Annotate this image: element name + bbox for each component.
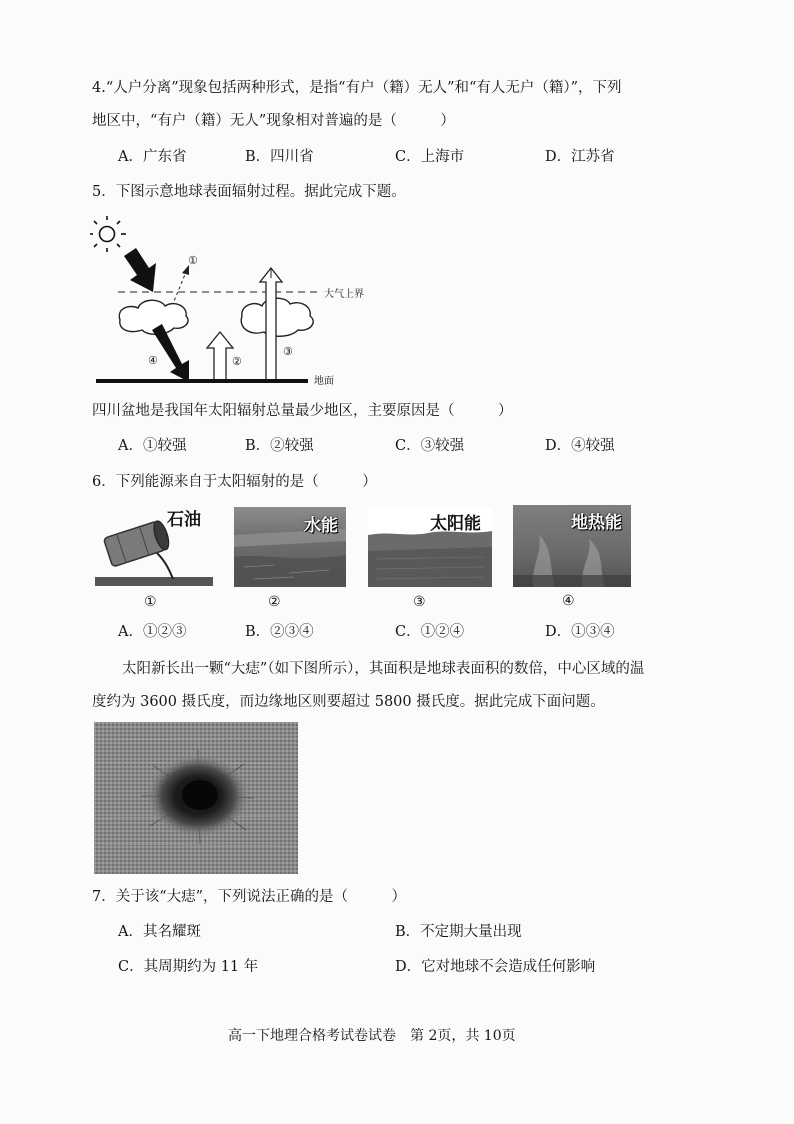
q4-stem-line2: 地区中，“有户（籍）无人”现象相对普遍的是（ ） [92,113,455,129]
sunspot-image [94,722,298,874]
geothermal-image [513,505,631,587]
oil-caption: 石油 [167,510,201,530]
q6-option-a[interactable]: A．①②③ [118,624,187,640]
label-4: ④ [148,354,158,367]
q6-option-c[interactable]: C．①②④ [395,624,465,640]
atmosphere-top-label: 大气上界 [324,289,364,300]
label-1: ① [188,254,198,267]
q6-stem: 6．下列能源来自于太阳辐射的是（ ） [92,474,377,490]
solar-caption: 太阳能 [430,514,481,534]
radiation-diagram [90,212,390,390]
image-number-4: ④ [562,593,575,609]
sun-icon [90,216,126,252]
geothermal-caption: 地热能 [571,513,622,533]
q5-option-c[interactable]: C．③较强 [395,438,465,454]
q7-stem: 7．关于该“大痣”，下列说法正确的是（ ） [92,889,407,905]
label-2: ② [232,355,242,368]
q4-option-a[interactable]: A．广东省 [118,149,187,165]
q4-stem-line1: 4.“人户分离”现象包括两种形式，是指“有户（籍）无人”和“有人无户（籍）”，下列 [92,80,622,96]
page-footer: 高一下地理合格考试卷试卷 第 2页，共 10页 [228,1028,516,1044]
oil-image [95,503,213,589]
q6-option-b[interactable]: B．②③④ [245,624,314,640]
image-number-2: ② [268,594,281,610]
incoming-radiation-arrow [124,248,156,292]
label-3: ③ [283,345,293,358]
ground-line [96,379,308,383]
q7-option-c[interactable]: C．其周期约为 11 年 [118,959,259,975]
q4-option-d[interactable]: D．江苏省 [545,149,615,165]
q7-option-d[interactable]: D．它对地球不会造成任何影响 [395,959,596,975]
q7-option-b[interactable]: B．不定期大量出现 [395,924,522,940]
q4-option-c[interactable]: C．上海市 [395,149,465,165]
ground-radiation-arrow [207,332,233,382]
q4-option-b[interactable]: B．四川省 [245,149,314,165]
solar-image [368,507,492,587]
q5-option-b[interactable]: B．②较强 [245,438,314,454]
surface-radiation-arrow [152,324,189,382]
passage-line1: 太阳新长出一颗“大痣”（如下图所示），其面积是地球表面积的数倍，中心区域的温 [122,661,645,677]
cloud-right [241,298,313,336]
q5-question: 四川盆地是我国年太阳辐射总量最少地区，主要原因是（ ） [92,403,513,419]
q7-option-a[interactable]: A．其名耀斑 [118,924,201,940]
ground-label: 地面 [314,376,334,387]
hydropower-image [234,507,346,587]
q5-option-d[interactable]: D．④较强 [545,438,615,454]
image-number-1: ① [144,594,157,610]
q6-option-d[interactable]: D．①③④ [545,624,615,640]
passage-line2: 度约为 3600 摄氏度，而边缘地区则要超过 5800 摄氏度。据此完成下面问题。 [92,694,605,710]
image-number-3: ③ [413,594,426,610]
q5-stem: 5．下图示意地球表面辐射过程。据此完成下题。 [92,184,406,200]
q5-option-a[interactable]: A．①较强 [118,438,187,454]
hydropower-caption: 水能 [304,516,338,536]
